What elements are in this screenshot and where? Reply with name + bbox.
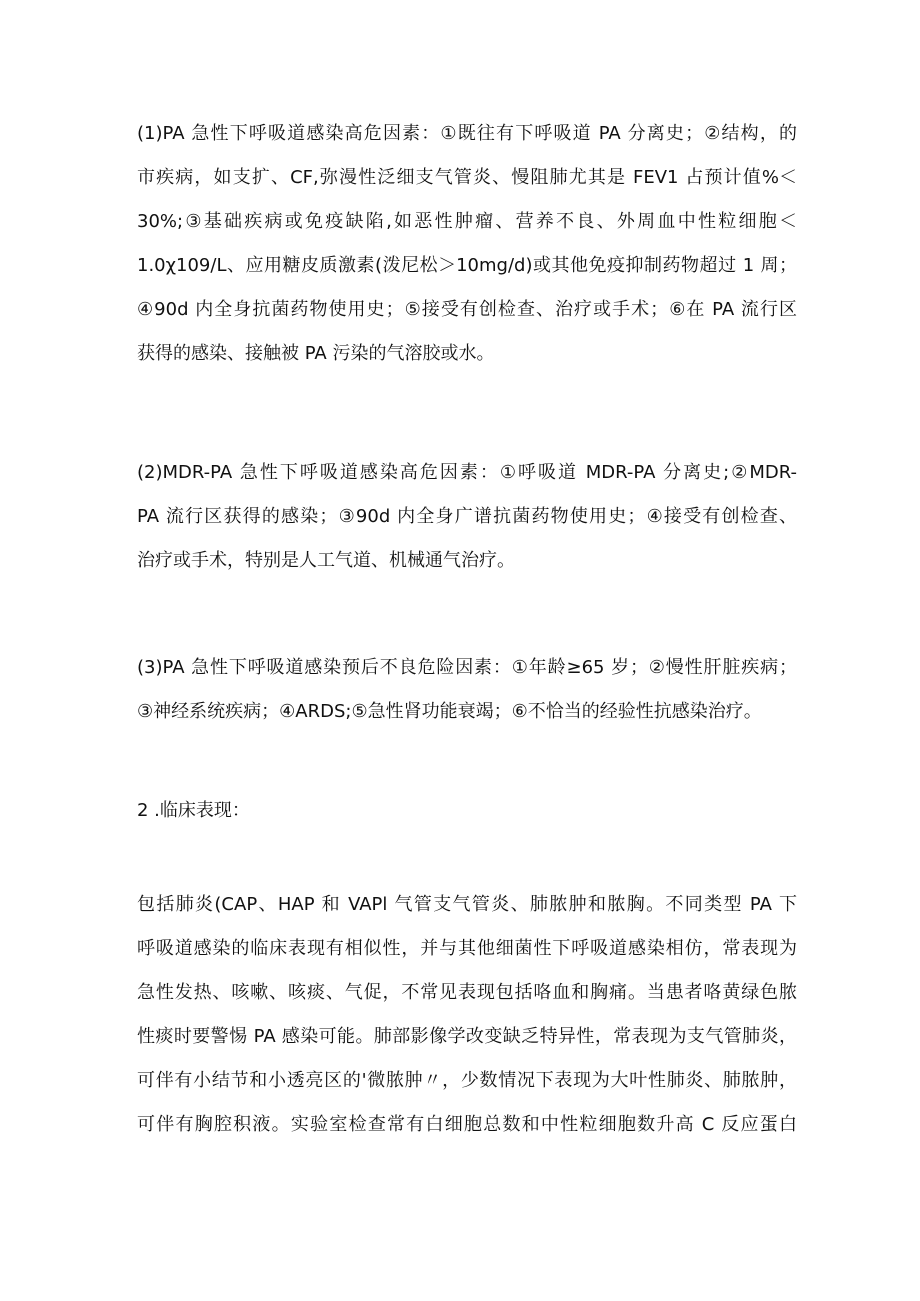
text-line: 30%;③基础疾病或免疫缺陷,如恶性肿瘤、营养不良、外周血中性粒细胞＜ bbox=[137, 211, 797, 232]
text-line: 呼吸道感染的临床表现有相似性，并与其他细菌性下呼吸道感染相仿，常表现为 bbox=[137, 938, 797, 959]
text-line: 可伴有胸腔积液。实验室检查常有白细胞总数和中性粒细胞数升高 C 反应蛋白 bbox=[137, 1114, 797, 1135]
text-line: 1.0χ109/L、应用糖皮质激素(泼尼松＞10mg/d)或其他免疫抑制药物超过 1 周； bbox=[137, 255, 797, 276]
paragraph-clinical-manifestations bbox=[137, 883, 797, 1147]
text-line: PA 流行区获得的感染；③90d 内全身广谱抗菌药物使用史；④接受有创检查、 bbox=[137, 506, 797, 527]
text-line: 性痰时要警惕 PA 感染可能。肺部影像学改变缺乏特异性，常表现为支气管肺炎， bbox=[137, 1026, 797, 1047]
paragraph-pa-risk-factors bbox=[137, 112, 797, 376]
text-line: 可伴有小结节和小透亮区的'微脓肿〃，少数情况下表现为大叶性肺炎、肺脓肿， bbox=[137, 1070, 797, 1091]
section-heading-clinical-manifestations bbox=[137, 789, 797, 833]
text-line: ③神经系统疾病；④ARDS;⑤急性肾功能衰竭；⑥不恰当的经验性抗感染治疗。 bbox=[137, 701, 762, 722]
text-line: ④90d 内全身抗菌药物使用史；⑤接受有创检查、治疗或手术；⑥在 PA 流行区 bbox=[137, 299, 797, 320]
text-line: (1)PA 急性下呼吸道感染高危因素：①既往有下呼吸道 PA 分离史；②结构，的 bbox=[137, 123, 797, 144]
paragraph-prognosis-risk-factors bbox=[137, 646, 797, 734]
text-line: 急性发热、咳嗽、咳痰、气促，不常见表现包括咯血和胸痛。当患者咯黄绿色脓 bbox=[137, 982, 797, 1003]
text-line: 治疗或手术，特别是人工气道、机械通气治疗。 bbox=[137, 550, 515, 571]
text-line: 获得的感染、接触被 PA 污染的气溶胶或水。 bbox=[137, 343, 495, 364]
text-line: (2)MDR-PA 急性下呼吸道感染高危因素：①呼吸道 MDR-PA 分离史;②MDR- bbox=[137, 462, 797, 483]
text-line: 市疾病，如支扩、CF,弥漫性泛细支气管炎、慢阻肺尤其是 FEV1 占预计值%＜ bbox=[137, 167, 797, 188]
section-heading: 2 .临床表现： bbox=[137, 800, 250, 821]
text-line: 包括肺炎(CAP、HAP 和 VAPl 气管支气管炎、肺脓肿和脓胸。不同类型 PA 下 bbox=[137, 894, 797, 915]
paragraph-mdr-pa-risk-factors bbox=[137, 451, 797, 583]
text-line: (3)PA 急性下呼吸道感染预后不良危险因素：①年龄≥65 岁；②慢性肝脏疾病； bbox=[137, 657, 797, 678]
